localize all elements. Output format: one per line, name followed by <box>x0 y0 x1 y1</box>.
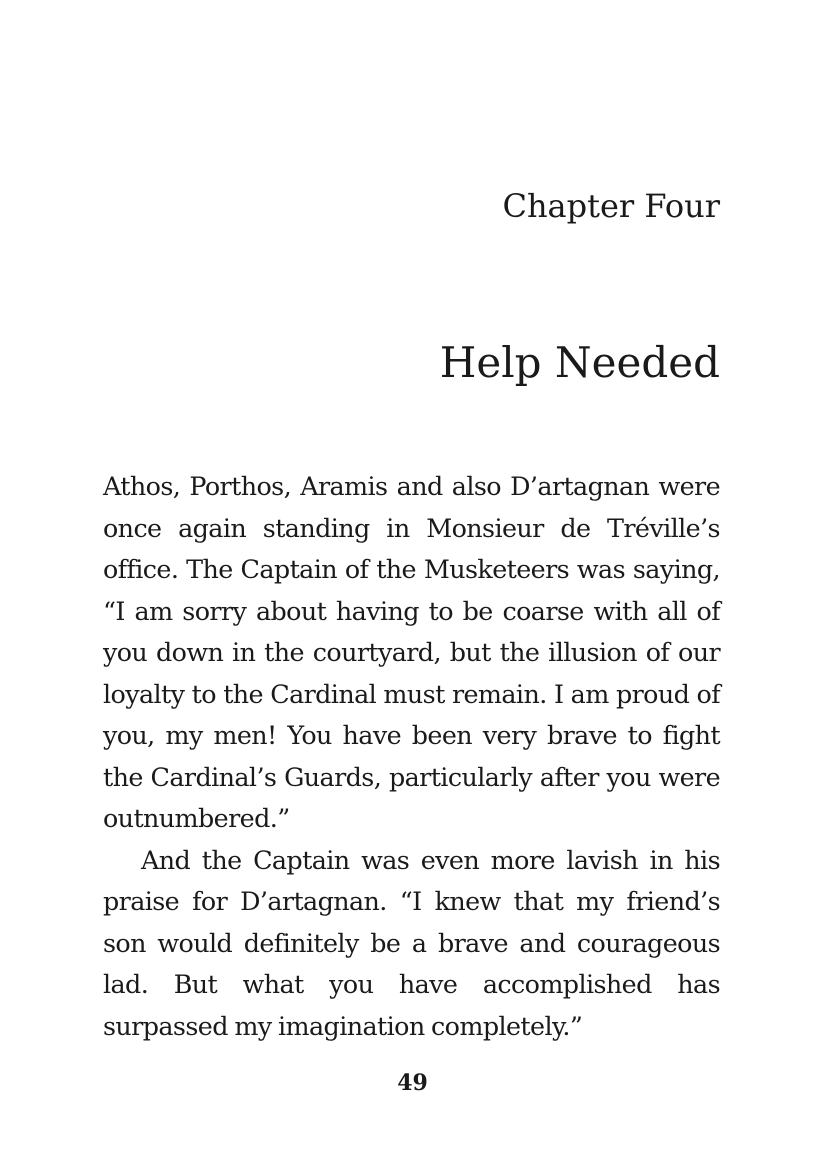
chapter-title: Help Needed <box>439 338 720 387</box>
body-text <box>103 466 720 1047</box>
paragraph-2: And the Captain was even more lavish in his praise for D’artagnan. “I knew that my friend’s son would definitely be a brave and courageous lad. But what you have accomplished has surpassed my imagination completely.” <box>103 844 720 1041</box>
page-number: 49 <box>397 1070 428 1096</box>
chapter-label: Chapter Four <box>502 187 720 225</box>
paragraph-1: Athos, Porthos, Aramis and also D’artagnan were once again standing in Monsieur de Tréville’s office. The Captain of the Musketeers was saying, “I am sorry about having to be coarse with all of you down in the courtyard, but the illusion of our loyalty to the Cardinal must remain. I am proud of you, my men! You have been very brave to fight the Cardinal’s Guards, particularly after you were outnumbered.” <box>103 471 720 833</box>
